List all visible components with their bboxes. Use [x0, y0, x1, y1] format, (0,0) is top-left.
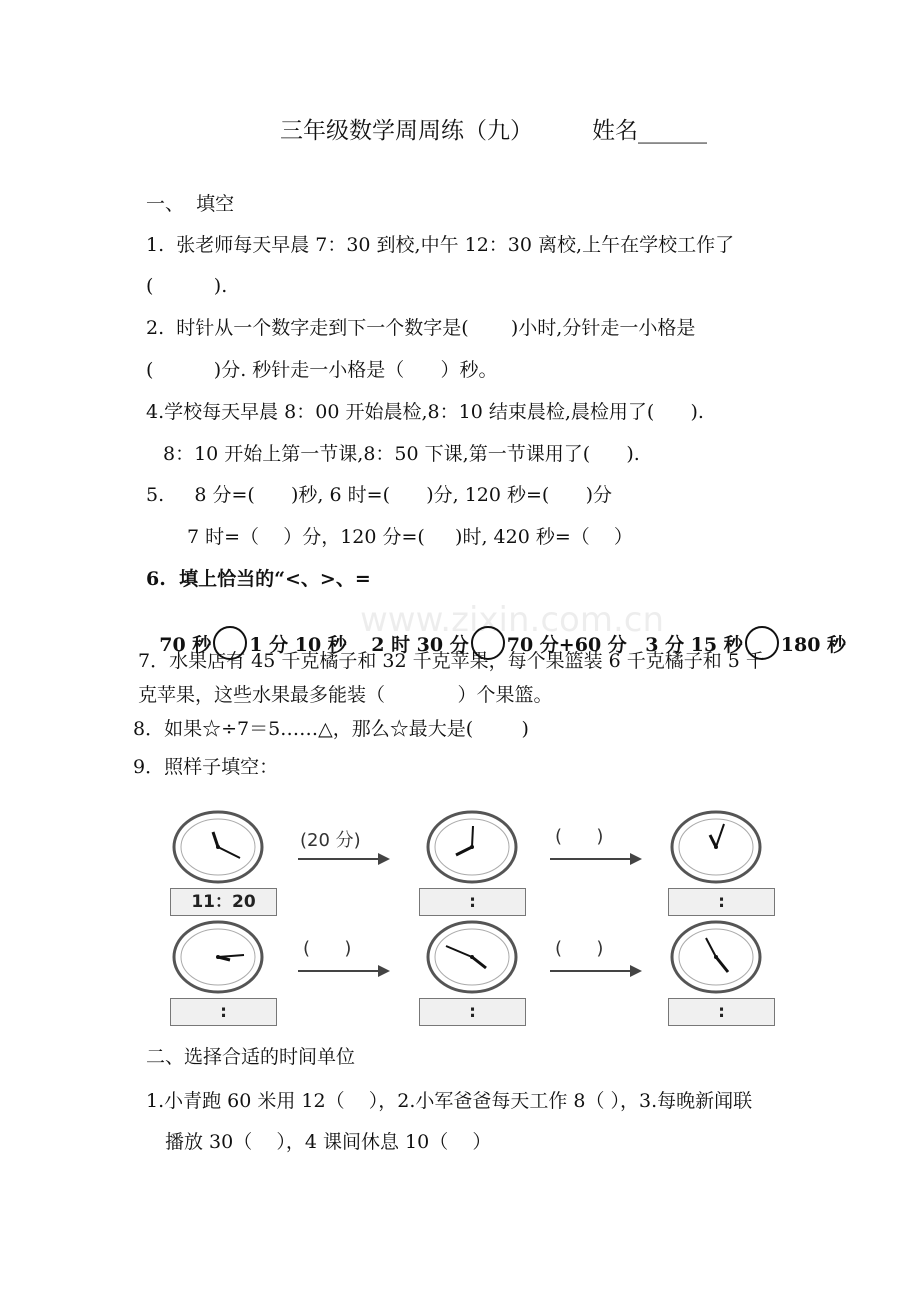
watermark: www.zixin.com.cn — [360, 600, 664, 640]
question-line: ( ). — [146, 275, 228, 297]
question-line: 播放 30（ ），4 课间休息 10（ ） — [165, 1131, 492, 1153]
question-line: 7 时=（ ）分，120 分=( )时, 420 秒=（ ） — [187, 526, 633, 548]
time-box: : — [419, 888, 526, 916]
time-box: : — [668, 998, 775, 1026]
question-line: 5. 8 分=( )秒, 6 时=( )分, 120 秒=( )分 — [146, 484, 612, 506]
arrow-label: ( ) — [303, 938, 352, 959]
clock-icon — [172, 810, 264, 884]
clock-icon — [426, 810, 518, 884]
compare-left: 70 秒 — [159, 634, 212, 656]
right-arrow-icon — [298, 964, 390, 978]
time-box: : — [170, 998, 277, 1026]
right-arrow-icon — [550, 852, 642, 866]
time-box: : — [419, 998, 526, 1026]
compare-right: 180 秒 — [780, 634, 847, 656]
question-line: 1. 张老师每天早晨 7：30 到校,中午 12：30 离校,上午在学校工作了 — [146, 234, 735, 256]
arrow-label: ( ) — [555, 826, 604, 847]
question-line: 6. 填上恰当的“<、>、= — [146, 568, 371, 590]
section2-heading: 二、选择合适的时间单位 — [146, 1046, 356, 1068]
right-arrow-icon — [298, 852, 390, 866]
worksheet-title: 三年级数学周周练（九） — [280, 118, 533, 144]
question-line: ( )分. 秒针走一小格是（ ）秒。 — [146, 359, 498, 381]
clock-icon — [670, 810, 762, 884]
right-arrow-icon — [550, 964, 642, 978]
clock-icon — [426, 920, 518, 994]
section1-heading: 一、 填空 — [146, 193, 235, 215]
name-field-label: 姓名______ — [592, 118, 707, 144]
arrow-label: (20 分) — [300, 830, 361, 851]
question-line: 9．照样子填空： — [133, 756, 279, 778]
question-line: 8：10 开始上第一节课,8：50 下课,第一节课用了( ). — [163, 443, 640, 465]
question-line: 7．水果店有 45 千克橘子和 32 千克苹果，每个果篮装 6 千克橘子和 5 千 — [138, 650, 765, 672]
compare-left: 2 时 30 分 — [371, 634, 469, 656]
time-box: 11：20 — [170, 888, 277, 916]
compare-left: 3 分 15 秒 — [645, 634, 743, 656]
question-line: 8．如果☆÷7＝5……△，那么☆最大是( ) — [133, 718, 529, 740]
compare-right: 1 分 10 秒 — [249, 634, 347, 656]
arrow-label: ( ) — [555, 938, 604, 959]
question-line: 1.小青跑 60 米用 12（ ），2.小军爸爸每天工作 8（ ），3.每晚新闻联 — [146, 1090, 753, 1112]
question-line: 2. 时针从一个数字走到下一个数字是( )小时,分针走一小格是 — [146, 317, 696, 339]
question-line: 克苹果，这些水果最多能装（ ）个果篮。 — [138, 684, 553, 706]
clock-icon — [172, 920, 264, 994]
question-line: 4.学校每天早晨 8：00 开始晨检,8：10 结束晨检,晨检用了( ). — [146, 401, 704, 423]
clock-icon — [670, 920, 762, 994]
time-box: : — [668, 888, 775, 916]
compare-right: 70 分+60 分 — [506, 634, 627, 656]
